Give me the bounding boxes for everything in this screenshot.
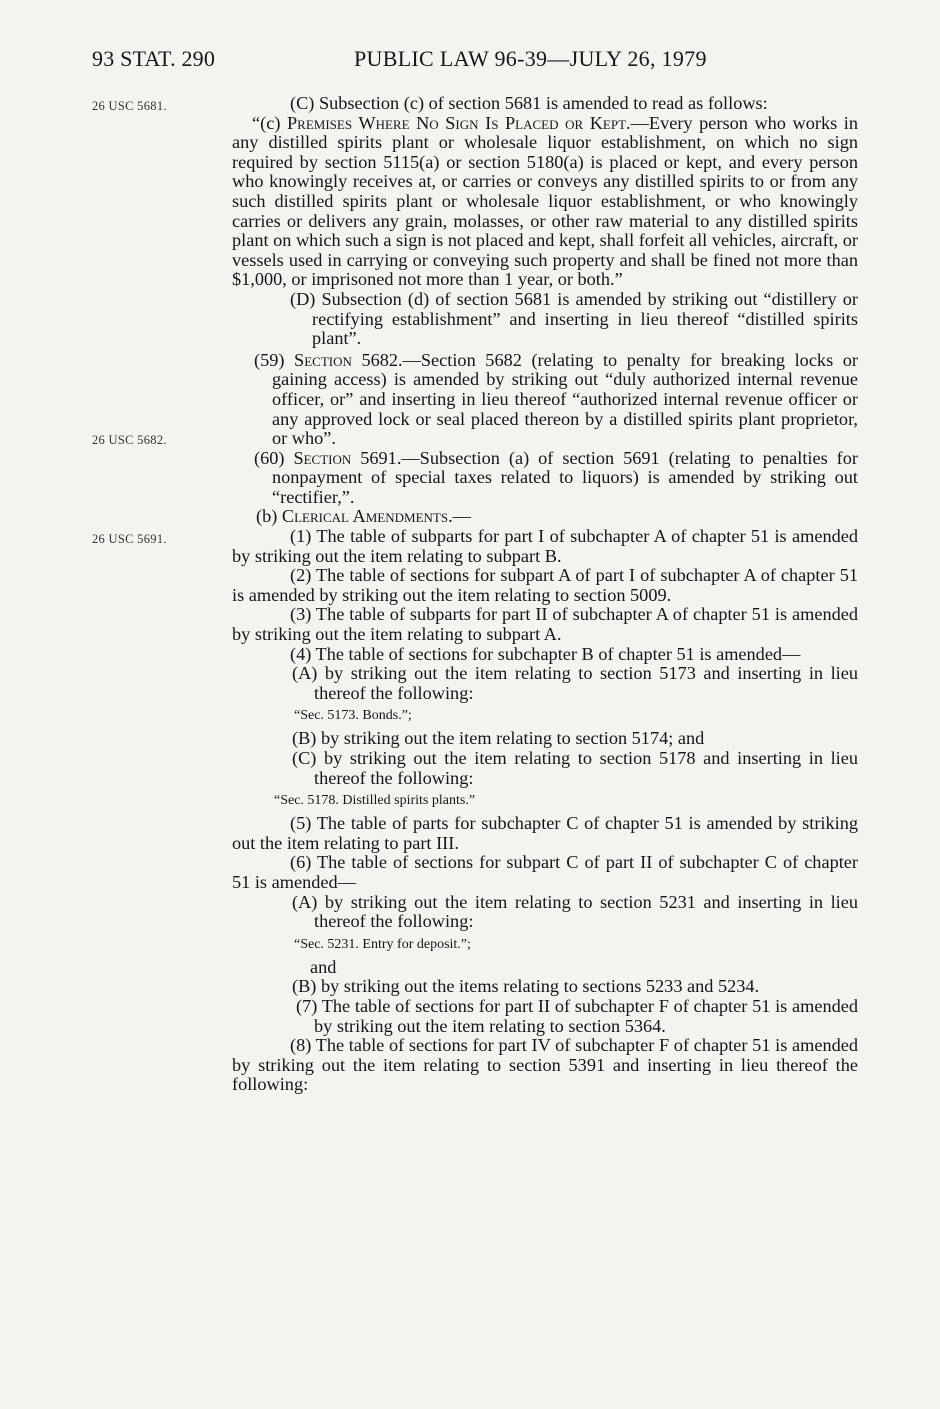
conjunction-and: and [310, 956, 337, 977]
document-body [232, 94, 858, 1095]
quoted-item-5231: “Sec. 5231. Entry for deposit.”; [294, 936, 471, 952]
paragraph-b2: (2) The table of sections for subpart A of part I of subchapter A of chapter 51 is amended by striking out the item relating to section 5009. [232, 565, 858, 605]
paragraph-b6a: (A) by striking out the item relating to section 5231 and inserting in lieu thereof the following: [292, 891, 858, 932]
paragraph-59: (59) Section 5682.—Section 5682 (relating to penalty for breaking locks or gaining access) is amended by striking out “duly authorized internal revenue officer, or” and inserting in lieu thereof “authorized internal revenue officer or any approved lock or seal placed thereon by a distilled spirits plant proprietor, or who”. [254, 349, 858, 449]
paragraph-b3: (3) The table of subparts for part II of subchapter A of chapter 51 is amended by striking out the item relating to subpart A. [232, 604, 858, 645]
stat-citation: 93 STAT. 290 [92, 46, 216, 71]
paragraph-b5: (5) The table of parts for subchapter C of chapter 51 is amended by striking out the item relating to part III. [232, 813, 858, 853]
paragraph-b: (b) Clerical Amendments.— [256, 506, 471, 527]
paragraph-b4b: (B) by striking out the item relating to section 5174; and [292, 728, 705, 749]
paragraph-b7: (7) The table of sections for part II of subchapter F of chapter 51 is amended by striking out the item relating to section 5364. [296, 995, 858, 1036]
section-heading-5682: Section 5682 [294, 349, 399, 370]
paragraph-60: (60) Section 5691.—Subsection (a) of section 5691 (relating to penalties for nonpayment of special taxes related to liquors) is amended by striking out “rectifier,”. [254, 447, 858, 507]
margin-note-5682: 26 USC 5682. [92, 433, 167, 447]
margin-note-5681: 26 USC 5681. [92, 99, 167, 113]
paragraph-b6: (6) The table of sections for subpart C of part II of subchapter C of chapter 51 is amended— [232, 852, 858, 892]
quoted-item-5173: “Sec. 5173. Bonds.”; [294, 708, 412, 724]
paragraph-b6b: (B) by striking out the items relating to sections 5233 and 5234. [292, 976, 760, 997]
paragraph-b4a: (A) by striking out the item relating to section 5173 and inserting in lieu thereof the following: [292, 663, 858, 703]
clerical-heading: Clerical Amendments [281, 506, 449, 527]
section-heading-5691: Section 5691 [293, 447, 397, 468]
paragraph-d: (D) Subsection (d) of section 5681 is amended by striking out “distillery or rectifying establishment” and inserting in lieu thereof “distilled spirits plant”. [290, 288, 858, 349]
paragraph-c-quote: “(c) Premises Where No Sign Is Placed or Kept.—Every person who works in any distilled spirits plant or wholesale liquor establishment, on which no sign required by section 5115(a) or section 5180(a) is placed or kept, and every person who knowingly receives at, or carries or conveys any distilled spirits to or from any such distilled spirits plant or wholesale liquor establishment, or who knowingly carries or delivers any grain, molasses, or other raw material to any distilled spirits plant on which such a sign is not placed and kept, shall forfeit all vehicles, aircraft, or vessels used in carrying or conveying such property and shall be fined not more than $1,000, or imprisoned not more than 1 year, or both.” [232, 112, 859, 290]
margin-note-5691: 26 USC 5691. [92, 532, 167, 546]
law-title: PUBLIC LAW 96-39—JULY 26, 1979 [354, 46, 707, 71]
paragraph-b4: (4) The table of sections for subchapter B of chapter 51 is amended— [290, 643, 801, 664]
paragraph-b4c: (C) by striking out the item relating to section 5178 and inserting in lieu thereof the following: [292, 748, 858, 788]
paragraph-b8: (8) The table of sections for part IV of subchapter F of chapter 51 is amended by striking out the item relating to section 5391 and inserting in lieu thereof the following: [232, 1035, 858, 1095]
quote-heading: Premises Where No Sign Is Placed or Kept. [287, 112, 631, 133]
paragraph-b1: (1) The table of subparts for part I of subchapter A of chapter 51 is amended by striking out the item relating to subpart B. [232, 526, 858, 566]
quoted-item-5178: “Sec. 5178. Distilled spirits plants.” [274, 793, 476, 809]
page-header [92, 46, 856, 82]
paragraph-c: (C) Subsection (c) of section 5681 is amended to read as follows: [290, 93, 768, 113]
